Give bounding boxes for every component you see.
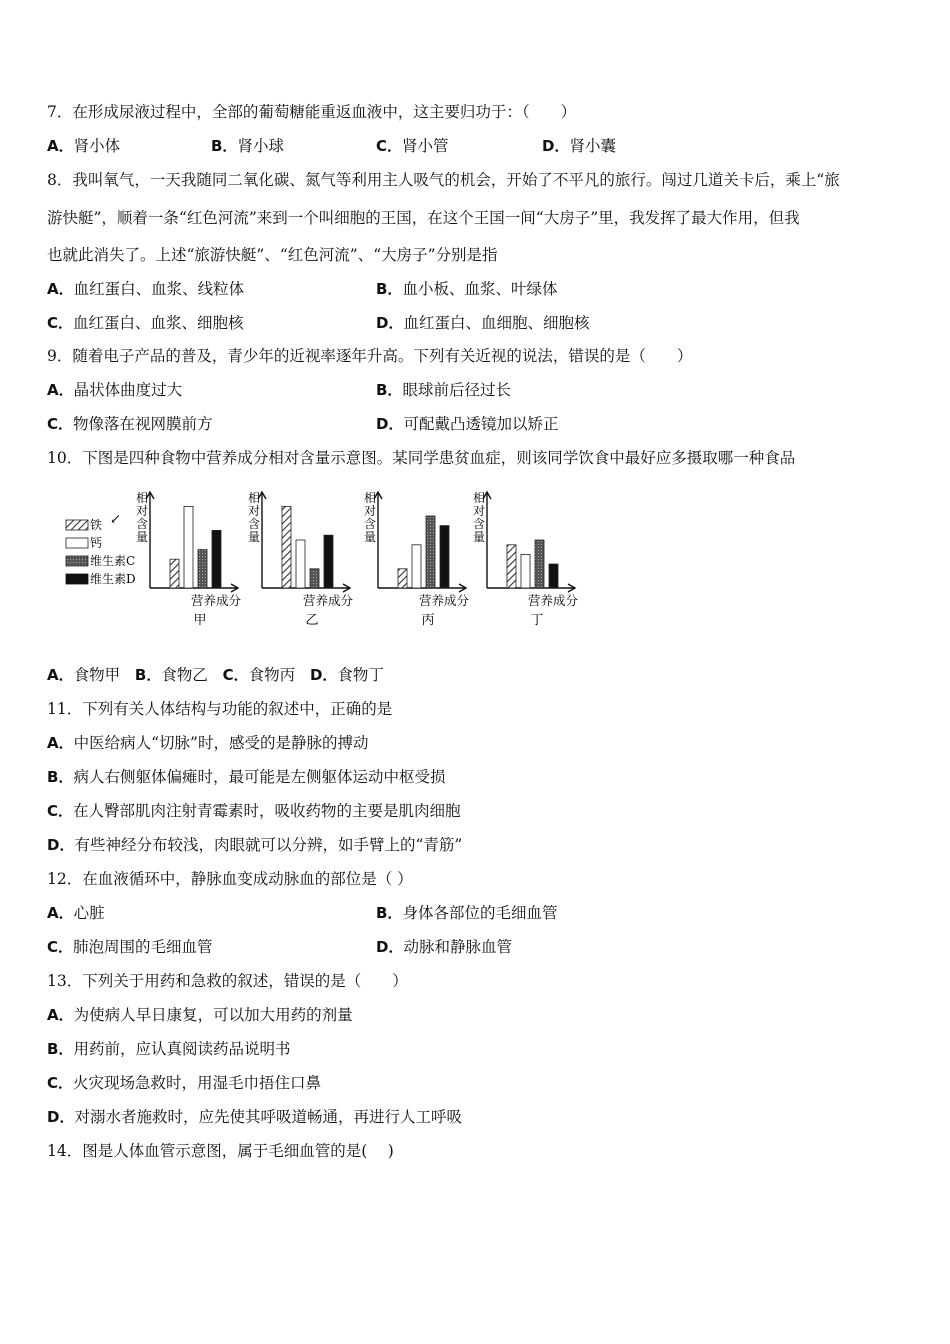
chart-2-bar-3	[440, 526, 449, 588]
chart-2-xlabel: 营养成分	[418, 593, 470, 608]
q13-option-c: C．火灾现场急救时，用湿毛巾捂住口鼻	[47, 1074, 322, 1092]
q10-options: A．食物甲 B．食物乙 C．食物丙 D．食物丁	[47, 666, 384, 684]
q9-option-c: C．物像落在视网膜前方	[47, 415, 213, 433]
q11-option-c: C．在人臀部肌肉注射青霉素时，吸收药物的主要是肌肉细胞	[47, 802, 461, 820]
q14-stem: 14．图是人体血管示意图，属于毛细血管的是( )	[47, 1142, 394, 1160]
q13-option-d: D．对溺水者施救时，应先使其呼吸道畅通，再进行人工呼吸	[47, 1108, 462, 1126]
chart-1-ylabel-char: 对	[247, 504, 261, 518]
q7-stem: 7．在形成尿液过程中，全部的葡萄糖能重返血液中，这主要归功于：（ ）	[47, 103, 577, 121]
chart-1-ylabel-char: 量	[247, 530, 261, 544]
chart-3-bar-1	[521, 554, 530, 588]
q11-stem: 11．下列有关人体结构与功能的叙述中，正确的是	[47, 700, 393, 718]
q8-option-b: B．血小板、血浆、叶绿体	[376, 280, 558, 298]
q7-option-b: B．肾小球	[211, 137, 284, 155]
chart-1-ylabel-char: 相	[247, 491, 261, 505]
q8-stem-line-3: 也就此消失了。上述“旅游快艇”、“红色河流”、“大房子”分别是指	[47, 246, 498, 264]
legend-swatch-fe	[66, 520, 88, 530]
chart-0-ylabel-char: 相	[135, 491, 149, 505]
chart-2-ylabel-char: 量	[363, 530, 377, 544]
chart-3-ylabel-char: 对	[472, 504, 486, 518]
q10-stem: 10．下图是四种食物中营养成分相对含量示意图。某同学患贫血症，则该同学饮食中最好应多摄取哪一种食品	[47, 449, 796, 467]
chart-3-bar-3	[549, 564, 558, 588]
q12-stem: 12．在血液循环中，静脉血变成动脉血的部位是（ ）	[47, 870, 413, 888]
legend-swatch-ca	[66, 538, 88, 548]
legend-label-ca: 钙	[90, 536, 103, 550]
legend-mark: ↙	[110, 512, 121, 527]
chart-3-bar-0	[507, 545, 516, 588]
nutrition-bar-charts	[0, 480, 950, 640]
chart-3-ylabel-char: 量	[472, 530, 486, 544]
q12-option-b: B．身体各部位的毛细血管	[376, 904, 558, 922]
chart-0-name: 甲	[193, 613, 207, 628]
q12-option-a: A．心脏	[47, 904, 105, 922]
q8-option-c: C．血红蛋白、血浆、细胞核	[47, 314, 244, 332]
chart-0-bar-2	[198, 550, 207, 588]
q13-option-b: B．用药前，应认真阅读药品说明书	[47, 1040, 291, 1058]
q9-option-a: A．晶状体曲度过大	[47, 381, 183, 399]
chart-0-ylabel-char: 对	[135, 504, 149, 518]
chart-2-ylabel-char: 相	[363, 491, 377, 505]
q11-option-a: A．中医给病人“切脉”时，感受的是静脉的搏动	[47, 734, 369, 752]
q12-option-c: C．肺泡周围的毛细血管	[47, 938, 213, 956]
chart-1-bar-1	[296, 540, 305, 588]
q11-option-b: B．病人右侧躯体偏瘫时，最可能是左侧躯体运动中枢受损	[47, 768, 446, 786]
q8-option-a: A．血红蛋白、血浆、线粒体	[47, 280, 245, 298]
chart-3-ylabel-char: 相	[472, 491, 486, 505]
chart-2-ylabel-char: 含	[363, 517, 377, 531]
q11-option-d: D．有些神经分布较浅，肉眼就可以分辨，如手臂上的“青筋”	[47, 836, 463, 854]
q13-option-a: A．为使病人早日康复，可以加大用药的剂量	[47, 1006, 353, 1024]
chart-1-bar-3	[324, 535, 333, 588]
chart-3-bar-2	[535, 540, 544, 588]
legend-label-vc: 维生素C	[90, 554, 136, 568]
chart-0-bar-3	[212, 530, 221, 588]
chart-0-xlabel: 营养成分	[190, 593, 242, 608]
legend-swatch-vd	[66, 574, 88, 584]
q7-option-d: D．肾小囊	[542, 137, 616, 155]
q9-option-b: B．眼球前后径过长	[376, 381, 511, 399]
q8-option-d: D．血红蛋白、血细胞、细胞核	[376, 314, 590, 332]
q7-option-c: C．肾小管	[376, 137, 449, 155]
chart-0-ylabel-char: 含	[135, 517, 149, 531]
q8-stem-line-2: 游快艇”，顺着一条“红色河流”来到一个叫细胞的王国，在这个王国一间“大房子”里，我发挥了最大作用，但我	[47, 209, 800, 227]
q12-option-d: D．动脉和静脉血管	[376, 938, 512, 956]
q8-stem-line-1: 8．我叫氧气，一天我随同二氧化碳、氮气等利用主人吸气的机会，开始了不平凡的旅行。闯过几道关卡后，乘上“旅	[47, 171, 840, 189]
chart-3-ylabel-char: 含	[472, 517, 486, 531]
chart-1-ylabel-char: 含	[247, 517, 261, 531]
q13-stem: 13．下列关于用药和急救的叙述，错误的是（ ）	[47, 972, 408, 990]
chart-1-bar-0	[282, 506, 291, 588]
chart-1-xlabel: 营养成分	[302, 593, 354, 608]
chart-1-bar-2	[310, 569, 319, 588]
q9-stem: 9．随着电子产品的普及，青少年的近视率逐年升高。下列有关近视的说法，错误的是（ ）	[47, 347, 693, 365]
chart-2-ylabel-char: 对	[363, 504, 377, 518]
chart-2-name: 丙	[421, 613, 435, 628]
legend-label-fe: 铁	[90, 518, 103, 532]
chart-legend	[66, 512, 136, 586]
chart-1-name: 乙	[305, 613, 319, 628]
legend-label-vd: 维生素D	[90, 572, 136, 586]
chart-2-bar-0	[398, 569, 407, 588]
q7-option-a: A．肾小体	[47, 137, 121, 155]
q9-option-d: D．可配戴凸透镜加以矫正	[376, 415, 559, 433]
chart-2-bar-2	[426, 516, 435, 588]
chart-3-xlabel: 营养成分	[527, 593, 579, 608]
chart-0-bar-1	[184, 506, 193, 588]
chart-0-bar-0	[170, 559, 179, 588]
legend-swatch-vc	[66, 556, 88, 566]
chart-0-ylabel-char: 量	[135, 530, 149, 544]
chart-2-bar-1	[412, 545, 421, 588]
chart-3-name: 丁	[530, 613, 544, 628]
